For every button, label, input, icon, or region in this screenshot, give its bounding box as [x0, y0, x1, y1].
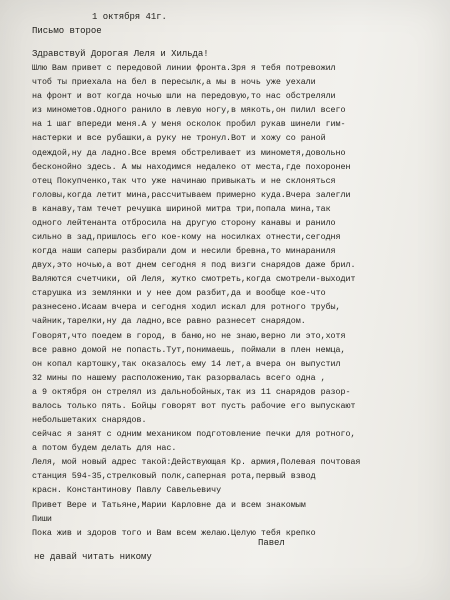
letter-line: разнесено.Исаам вчера и сегодня ходил искал для ротного трубы,	[32, 302, 341, 313]
letter-line: отец Покупченко,так что уже начинаю привыкать и не склоняться	[32, 175, 336, 186]
letter-line: бесконойно здесь. А мы находимся недалеко от места,где похоронен	[32, 161, 351, 172]
letter-line: а 9 октября он стрелял из дальнобойных,так из 11 снарядов разор-	[32, 386, 351, 397]
letter-line: чайник,тарелки,ну да ладно,все равно разнесет снарядом.	[32, 316, 306, 327]
letter-line: Шлю Вам привет с передовой линии фронта.Зря я тебя потревожил	[32, 63, 336, 73]
letter-line: 32 мины по нашему расположению,так разорвалась всего одна ,	[32, 372, 326, 383]
letter-line: одеждой,ну да ладно.Все время обстреливает из минометя,довольно	[32, 147, 346, 158]
letter-line: Леля, мой новый адрес такой:Действующая Кр. армия,Полевая почтовая	[32, 457, 361, 468]
letter-line: Пиши	[32, 513, 52, 524]
letter-line: небольшетаких снарядов.	[32, 415, 147, 425]
letter-date: 1 октября 41г.	[92, 12, 167, 22]
letter-line: валось только пять. Бойцы говорят вот пусть рабочие его выпускают	[32, 400, 356, 411]
letter-line: Привет Вере и Татьяне,Марии Карловне да и всем знакомым	[32, 499, 306, 510]
letter-subtitle: Письмо второе	[32, 26, 102, 36]
letter-line: красн. Константинову Павлу Савельевичу	[32, 485, 222, 496]
letter-line: он копал картошку,так оказалось ему 14 лет,а вчера он выпустил	[32, 358, 341, 369]
letter-signature: Павел	[258, 538, 285, 548]
letter-line: настерки и все рубашки,а руку не тронул.Вот и хожу со раной	[32, 133, 326, 144]
letter-line: на 1 шаг впереди меня.А у меня осколок пробил рукав шинели гим-	[32, 119, 346, 130]
letter-line: из минометов.Одного ранило в левую ногу,в мякоть,он пилил всего	[32, 105, 346, 116]
letter-line: в канаву,там течет речушка шириной митра три,попала мина,так	[32, 203, 331, 214]
letter-line: сейчас я занят с одним механиком подготовление печки для ротного,	[32, 429, 356, 440]
letter-line: на фронт и вот когда ночью шли на передовую,то нас обстреляли	[32, 91, 336, 102]
letter-line: станция 594-35,стрелковый полк,саперная рота,первый взвод	[32, 471, 316, 482]
letter-line: сильно в зад,пришлось его кое-кому на носилках отнести,сегодня	[32, 232, 341, 242]
letter-line: головы,когда летит мина,рассчитываем примерно куда.Вчера залегли	[32, 189, 351, 200]
letter-footer-note: не давай читать никому	[34, 552, 152, 562]
letter-line: двух,это ночью,а вот днем сегодня я под визги снарядов даже брил.	[32, 260, 356, 271]
letter-line: все равно домой не попасть.Тут,понимаешь, поймали в плен немца,	[32, 344, 346, 355]
letter-greeting: Здравствуй Дорогая Леля и Хильда!	[32, 49, 209, 59]
letter-line: чтоб ты приехала на бел в пересылк,а мы в ночь уже уехали	[32, 77, 316, 88]
letter-line: Пока жив и здоров того и Вам всем желаю.Целую тебя крепко	[32, 527, 316, 538]
letter-line: Говорят,что поедем в город, в баню,но не знаю,верно ли это,хотя	[32, 330, 346, 341]
letter-line: старушка из землянки и у нее дом разбит,да и вообще кое-что	[32, 288, 326, 299]
letter-line: одного лейтенанта отбросила на другую сторону канавы и ранило	[32, 217, 336, 228]
letter-line: когда наши саперы разбирали дом и несили бревна,то минараниля	[32, 246, 336, 256]
letter-line: а потом будем делать для нас.	[32, 443, 177, 454]
letter-line: Валяются счетчики, ой Леля, жутко смотреть,когда смотрели-выходит	[32, 274, 356, 285]
